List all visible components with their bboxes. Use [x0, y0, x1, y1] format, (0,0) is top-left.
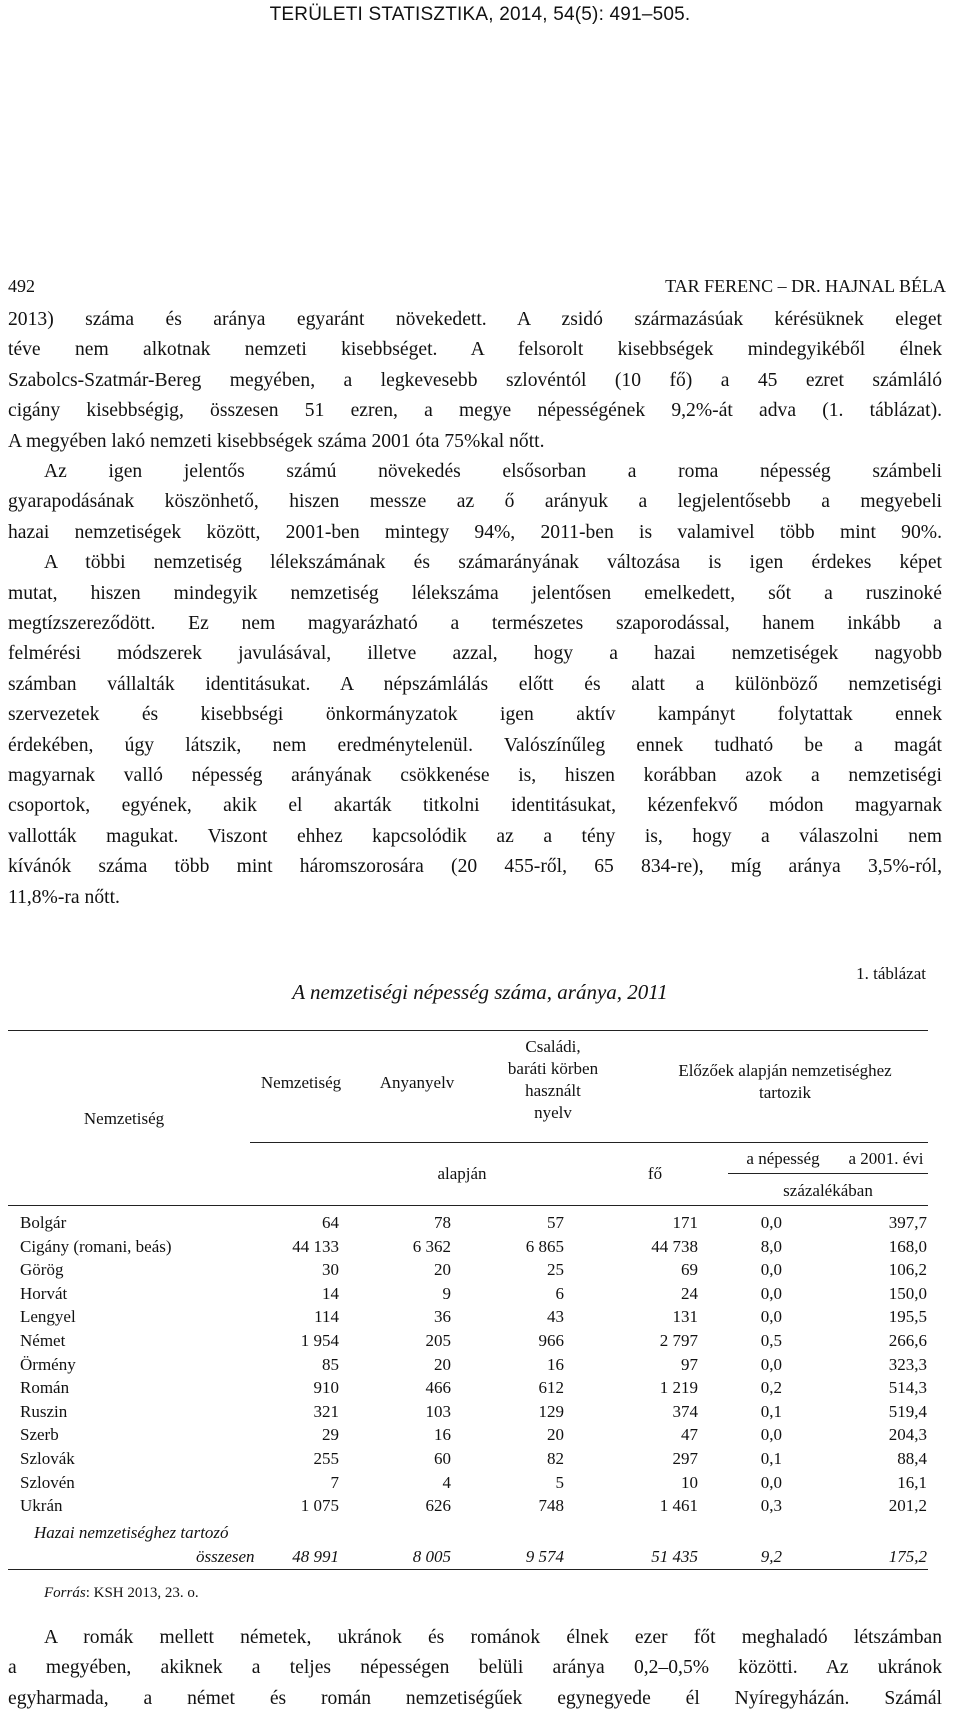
- header-stub: Nemzetiség: [83, 1109, 165, 1128]
- cell-total: 171: [672, 1213, 698, 1232]
- table-row: [0, 1329, 960, 1353]
- cell-pct-2001: 175,2: [888, 1547, 927, 1566]
- table-top-rule: [8, 1030, 928, 1031]
- text-line: cigány kisebbségig, összesen 51 ezren, a megye népességének 9,2%-át adva (1. táblázat).: [8, 400, 942, 422]
- cell-total: 44 738: [651, 1236, 698, 1256]
- cell-pct-pop: 8,0: [760, 1236, 782, 1256]
- cell-pct-pop: 0,0: [760, 1354, 782, 1374]
- cell-pct-2001: 168,0: [888, 1236, 927, 1256]
- cell-mother-tongue: 16: [434, 1425, 451, 1445]
- cell-nationality: 29: [322, 1425, 339, 1445]
- cell-mother-tongue: 20: [434, 1260, 451, 1280]
- table-row: [0, 1400, 960, 1424]
- table-row: [0, 1423, 960, 1447]
- cell-total: 47: [681, 1425, 698, 1445]
- cell-name: Német: [20, 1330, 66, 1350]
- cell-pct-pop: 0,2: [760, 1378, 782, 1398]
- cell-nationality: 14: [322, 1283, 339, 1303]
- cell-pct-2001: 88,4: [897, 1448, 927, 1468]
- table-row: [0, 1494, 960, 1518]
- table-row: [0, 1447, 960, 1471]
- cell-total: 51 435: [651, 1547, 698, 1566]
- cell-mother-tongue: 466: [425, 1378, 451, 1398]
- header-line: használt: [525, 1081, 581, 1100]
- header-persons: fő: [647, 1164, 663, 1183]
- table-number: 1. táblázat: [856, 964, 926, 983]
- text-line: szervezetek és kisebbségi önkormányzatok igen aktív kampányt folytattak ennek: [8, 704, 942, 726]
- cell-family-language: 16: [547, 1354, 564, 1374]
- cell-mother-tongue: 20: [434, 1354, 451, 1374]
- cell-nationality: 910: [313, 1378, 339, 1398]
- total-label-line1: Hazai nemzetiséghez tartozó: [34, 1523, 229, 1542]
- text-line: A megyében lakó nemzeti kisebbségek száma 2001 óta 75%kal nőtt.: [8, 430, 545, 452]
- cell-name: Horvát: [20, 1283, 68, 1303]
- total-label-line2: összesen: [196, 1547, 255, 1566]
- text-line: téve nem alkotnak nemzeti kisebbséget. A felsorolt kisebbségek mindegyikéből élnek: [8, 339, 942, 361]
- header-basis: alapján: [437, 1164, 487, 1183]
- table-row: [0, 1211, 960, 1235]
- table-total-row: [0, 1519, 960, 1567]
- text-line: A romák mellett németek, ukránok és románok élnek ezer főt meghaladó létszámban: [44, 1627, 942, 1648]
- cell-pct-pop: 9,2: [760, 1547, 782, 1566]
- table-row: [0, 1258, 960, 1282]
- cell-mother-tongue: 78: [434, 1213, 451, 1232]
- cell-nationality: 7: [330, 1472, 339, 1492]
- cell-total: 374: [672, 1401, 698, 1421]
- cell-pct-2001: 201,2: [888, 1496, 927, 1516]
- cell-family-language: 9 574: [525, 1547, 564, 1566]
- cell-total: 131: [672, 1307, 698, 1327]
- cell-nationality: 1 954: [300, 1330, 339, 1350]
- cell-mother-tongue: 205: [425, 1330, 451, 1350]
- header-percent: százalékában: [783, 1181, 873, 1200]
- table-row: [0, 1305, 960, 1329]
- table-row: [0, 1353, 960, 1377]
- cell-name: Cigány (romani, beás): [20, 1236, 172, 1256]
- table-title: A nemzetiségi népesség száma, aránya, 2011: [292, 980, 668, 1004]
- cell-nationality: 114: [314, 1307, 339, 1327]
- text-line: vallották magukat. Viszont ehhez kapcsolódik az a tény is, hogy a válaszolni nem: [8, 825, 942, 847]
- header-line: Családi,: [525, 1037, 581, 1056]
- table-body: [0, 1211, 960, 1518]
- cell-name: Görög: [20, 1260, 64, 1280]
- cell-pct-pop: 0,0: [760, 1260, 782, 1280]
- cell-name: Szerb: [20, 1425, 59, 1445]
- text-line: 11,8%-ra nőtt.: [8, 886, 120, 908]
- text-line: A többi nemzetiség lélekszámának és számarányának változása is igen érdekes képet: [44, 552, 942, 574]
- table-header-rule: [8, 1205, 928, 1206]
- text-line: Szabolcs-Szatmár-Bereg megyében, a legkevesebb szlovéntól (10 fő) a 45 ezret számláló: [8, 369, 942, 391]
- cell-pct-2001: 106,2: [888, 1260, 927, 1280]
- cell-mother-tongue: 103: [425, 1401, 451, 1421]
- cell-nationality: 255: [313, 1448, 339, 1468]
- cell-pct-2001: 519,4: [888, 1401, 927, 1421]
- cell-family-language: 612: [538, 1378, 564, 1398]
- cell-family-language: 57: [547, 1213, 564, 1232]
- table-source: [44, 1585, 199, 1602]
- cell-pct-pop: 0,1: [760, 1448, 782, 1468]
- cell-total: 69: [681, 1260, 698, 1280]
- cell-total: 1 219: [659, 1378, 698, 1398]
- paragraph-2: [8, 457, 942, 913]
- cell-nationality: 64: [322, 1213, 339, 1232]
- text-line: 2013) száma és aránya egyaránt növekedett. A zsidó származásúak kérésüknek eleget: [8, 309, 942, 330]
- text-line: Az igen jelentős számú növekedés elsősorban a roma népesség számbeli: [44, 461, 942, 482]
- text-line: érdekében, úgy látszik, nem eredménytelenül. Valószínűleg ennek tudható be a magát: [8, 734, 942, 756]
- cell-family-language: 6 865: [525, 1236, 564, 1256]
- cell-pct-pop: 0,0: [760, 1472, 782, 1492]
- cell-pct-2001: 323,3: [888, 1354, 927, 1374]
- cell-family-language: 20: [547, 1425, 564, 1445]
- cell-family-language: 43: [547, 1307, 564, 1327]
- journal-header: TERÜLETI STATISZTIKA, 2014, 54(5): 491–505.: [269, 4, 691, 25]
- header-rule: [250, 1142, 928, 1143]
- cell-pct-2001: 16,1: [897, 1472, 927, 1492]
- text-line: csoportok, egyének, akik el akarták titkolni identitásukat, kézenfekvő módon magyarnak: [8, 795, 942, 817]
- table-bottom-rule: [8, 1569, 928, 1570]
- cell-name: Örmény: [20, 1354, 76, 1374]
- running-head-authors: TAR FERENC – DR. HAJNAL BÉLA: [665, 276, 946, 296]
- source-label: Forrás: [44, 1585, 86, 1601]
- cell-family-language: 966: [538, 1330, 564, 1350]
- cell-name: Román: [20, 1378, 70, 1398]
- cell-nationality: 321: [313, 1401, 339, 1421]
- cell-pct-pop: 0,0: [760, 1425, 782, 1445]
- header-share-2001: a 2001. évi: [848, 1149, 924, 1168]
- cell-family-language: 129: [538, 1401, 564, 1421]
- text-line: számban vállalták identitásukat. A népszámlálás előtt és alatt a különböző nemzetiségi: [8, 673, 942, 695]
- header-line: nyelv: [534, 1103, 572, 1122]
- header-rule: [728, 1173, 928, 1174]
- table-row: [0, 1235, 960, 1259]
- text-line: megtízszereződött. Ez nem magyarázható a természetes szaporodással, hanem inkább a: [8, 613, 942, 635]
- cell-pct-2001: 195,5: [888, 1307, 927, 1327]
- cell-total: 2 797: [659, 1330, 698, 1350]
- cell-mother-tongue: 36: [434, 1307, 451, 1327]
- cell-pct-pop: 0,0: [760, 1283, 782, 1303]
- cell-pct-pop: 0,5: [760, 1330, 782, 1350]
- header-family-language: [494, 1036, 612, 1124]
- table-row: [0, 1282, 960, 1306]
- text-line: felmérési módszerek javulásával, illetve azzal, hogy a hazai nemzetiségek nagyobb: [8, 643, 942, 665]
- cell-family-language: 5: [555, 1472, 564, 1492]
- cell-name: Szlovén: [20, 1472, 75, 1492]
- cell-total: 97: [681, 1354, 698, 1374]
- cell-pct-2001: 150,0: [888, 1283, 927, 1303]
- cell-mother-tongue: 60: [434, 1448, 451, 1468]
- cell-nationality: 1 075: [300, 1496, 339, 1516]
- table-row: [0, 1471, 960, 1495]
- cell-pct-pop: 0,0: [760, 1307, 782, 1327]
- cell-pct-2001: 514,3: [888, 1378, 927, 1398]
- cell-name: Lengyel: [20, 1307, 76, 1327]
- cell-name: Szlovák: [20, 1448, 75, 1468]
- header-nationality: Nemzetiség: [260, 1073, 342, 1092]
- header-line: Előzőek alapján nemzetiséghez: [678, 1061, 892, 1080]
- cell-pct-pop: 0,1: [760, 1401, 782, 1421]
- paragraph-3: [8, 1623, 942, 1714]
- cell-pct-2001: 204,3: [888, 1425, 927, 1445]
- text-line: magyarnak valló népesség arányának csökkenése is, hiszen korábban azok a nemzetiségi: [8, 765, 942, 787]
- cell-name: Ukrán: [20, 1496, 63, 1516]
- cell-pct-2001: 397,7: [888, 1213, 927, 1232]
- text-line: mutat, hiszen mindegyik nemzetiség lélekszáma jelentősen emelkedett, sőt a ruszinoké: [8, 582, 942, 604]
- cell-total: 1 461: [659, 1496, 698, 1516]
- header-share-pop: a népesség: [746, 1149, 820, 1168]
- text-line: gyarapodásának köszönhető, hiszen messze az ő arányuk a legjelentősebb a megyebeli: [8, 491, 942, 513]
- cell-nationality: 85: [322, 1354, 339, 1374]
- header-mother-tongue: Anyanyelv: [379, 1073, 455, 1092]
- source-text: : KSH 2013, 23. o.: [85, 1585, 199, 1601]
- cell-mother-tongue: 4: [442, 1472, 451, 1492]
- page-number: 492: [8, 276, 35, 296]
- cell-pct-pop: 0,3: [760, 1496, 782, 1516]
- cell-nationality: 48 991: [292, 1547, 339, 1566]
- cell-family-language: 6: [555, 1283, 564, 1303]
- text-line: hazai nemzetiségek között, 2001-ben mintegy 94%, 2011-ben is valamivel több mint 90%.: [8, 521, 942, 543]
- cell-name: Bolgár: [20, 1213, 67, 1232]
- cell-total: 24: [681, 1283, 698, 1303]
- paragraph-1: [8, 305, 942, 457]
- cell-pct-pop: 0,0: [760, 1213, 782, 1232]
- cell-total: 297: [672, 1448, 698, 1468]
- table-row: [0, 1376, 960, 1400]
- header-line: baráti körben: [507, 1059, 599, 1078]
- cell-name: Ruszin: [20, 1401, 68, 1421]
- text-line: egyharmada, a német és román nemzetiségűek egynegyede él Nyíregyházán. Számál: [8, 1687, 942, 1709]
- header-line: tartozik: [759, 1083, 811, 1102]
- cell-mother-tongue: 626: [425, 1496, 451, 1516]
- header-span-group: [640, 1060, 930, 1104]
- cell-family-language: 82: [547, 1448, 564, 1468]
- cell-total: 10: [681, 1472, 698, 1492]
- text-line: kívánók száma több mint háromszorosára (20 455-ről, 65 834-re), míg aránya 3,5%-ról,: [8, 856, 942, 878]
- cell-mother-tongue: 6 362: [412, 1236, 451, 1256]
- cell-nationality: 44 133: [292, 1236, 339, 1256]
- cell-family-language: 748: [538, 1496, 564, 1516]
- text-line: a megyében, akiknek a teljes népességen belüli aránya 0,2–0,5% közötti. Az ukránok: [8, 1657, 942, 1679]
- cell-family-language: 25: [547, 1260, 564, 1280]
- cell-mother-tongue: 8 005: [412, 1547, 451, 1566]
- cell-nationality: 30: [322, 1260, 339, 1280]
- cell-pct-2001: 266,6: [888, 1330, 927, 1350]
- cell-mother-tongue: 9: [442, 1283, 451, 1303]
